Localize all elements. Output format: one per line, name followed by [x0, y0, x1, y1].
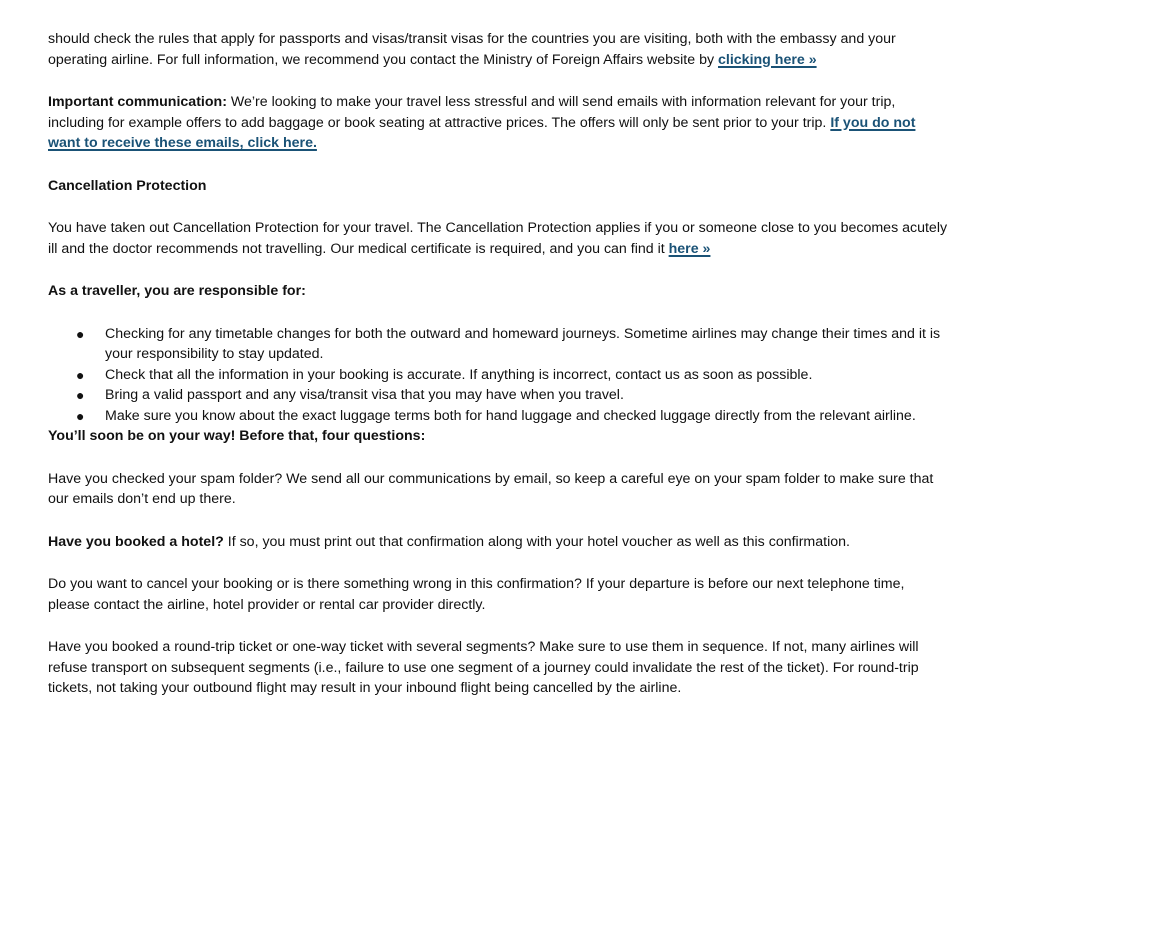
- important-communication-text: We’re looking to make your travel less stressful and will send emails with information relevant for your trip, including for example offers to add baggage or book seating at attractive prices. The offers will only be sent prior to your trip.: [48, 94, 896, 131]
- hotel-text: If so, you must print out that confirmation along with your hotel voucher as well as this confirmation.: [223, 533, 850, 550]
- list-item-text: Make sure you know about the exact luggage terms both for hand luggage and checked luggage directly from the relevant airline.: [105, 407, 916, 424]
- list-item-text: Checking for any timetable changes for both the outward and homeward journeys. Sometime airlines may change their times and it is your responsibility to stay updated.: [105, 325, 941, 362]
- bullet-icon: ●: [76, 366, 85, 383]
- bullet-icon: ●: [76, 407, 85, 424]
- list-item: [48, 365, 948, 386]
- bullet-icon: ●: [76, 325, 85, 342]
- responsibilities-heading: As a traveller, you are responsible for:: [48, 283, 306, 299]
- document-body: [48, 29, 948, 699]
- important-communication-paragraph: [48, 92, 948, 154]
- bullet-icon: ●: [76, 387, 85, 403]
- list-item: [48, 385, 948, 406]
- foreign-affairs-link[interactable]: clicking here »: [718, 51, 817, 68]
- passport-visa-text: should check the rules that apply for passports and visas/transit visas for the countries you are visiting, both with the embassy and your operating airline. For full information, we recommend you contact the Ministry of Foreign Affairs website by: [48, 31, 896, 68]
- list-item-text: Check that all the information in your booking is accurate. If anything is incorrect, contact us as soon as possible.: [105, 366, 813, 383]
- cancellation-protection-paragraph: [48, 218, 948, 259]
- list-item: [48, 406, 948, 427]
- cancellation-protection-text: You have taken out Cancellation Protection for your travel. The Cancellation Protection applies if you or someone close to you becomes acutely ill and the doctor recommends not travelling. Our medical certificate is required, and you can find it: [48, 220, 948, 257]
- medical-certificate-link[interactable]: here »: [668, 240, 711, 257]
- list-item-text: Bring a valid passport and any visa/transit visa that you may have when you travel.: [105, 387, 624, 403]
- cancel-booking-paragraph: Do you want to cancel your booking or is there something wrong in this confirmation? If your departure is before our next telephone time, please contact the airline, hotel provider or rental car provider directly.: [48, 576, 905, 613]
- list-item: [48, 324, 948, 365]
- passport-visa-paragraph: [48, 29, 948, 70]
- cancellation-protection-heading: Cancellation Protection: [48, 177, 207, 194]
- important-communication-label: Important communication:: [48, 94, 227, 110]
- spam-folder-paragraph: Have you checked your spam folder? We send all our communications by email, so keep a careful eye on your spam folder to make sure that our emails don’t end up there.: [48, 470, 934, 507]
- four-questions-heading: You’ll soon be on your way! Before that, four questions:: [48, 428, 426, 444]
- hotel-label: Have you booked a hotel?: [48, 533, 224, 550]
- responsibilities-list: [48, 324, 948, 427]
- unsubscribe-emails-link[interactable]: If you do not want to receive these emails, click here.: [48, 114, 916, 151]
- hotel-paragraph: [48, 532, 948, 553]
- round-trip-paragraph: Have you booked a round-trip ticket or one-way ticket with several segments? Make sure to use them in sequence. If not, many airlines will refuse transport on subsequent segments (i.e., failure to use one segment of a journey could invalidate the rest of the ticket). For round-trip tickets, not taking your outbound flight may result in your inbound flight being cancelled by the airline.: [48, 639, 919, 696]
